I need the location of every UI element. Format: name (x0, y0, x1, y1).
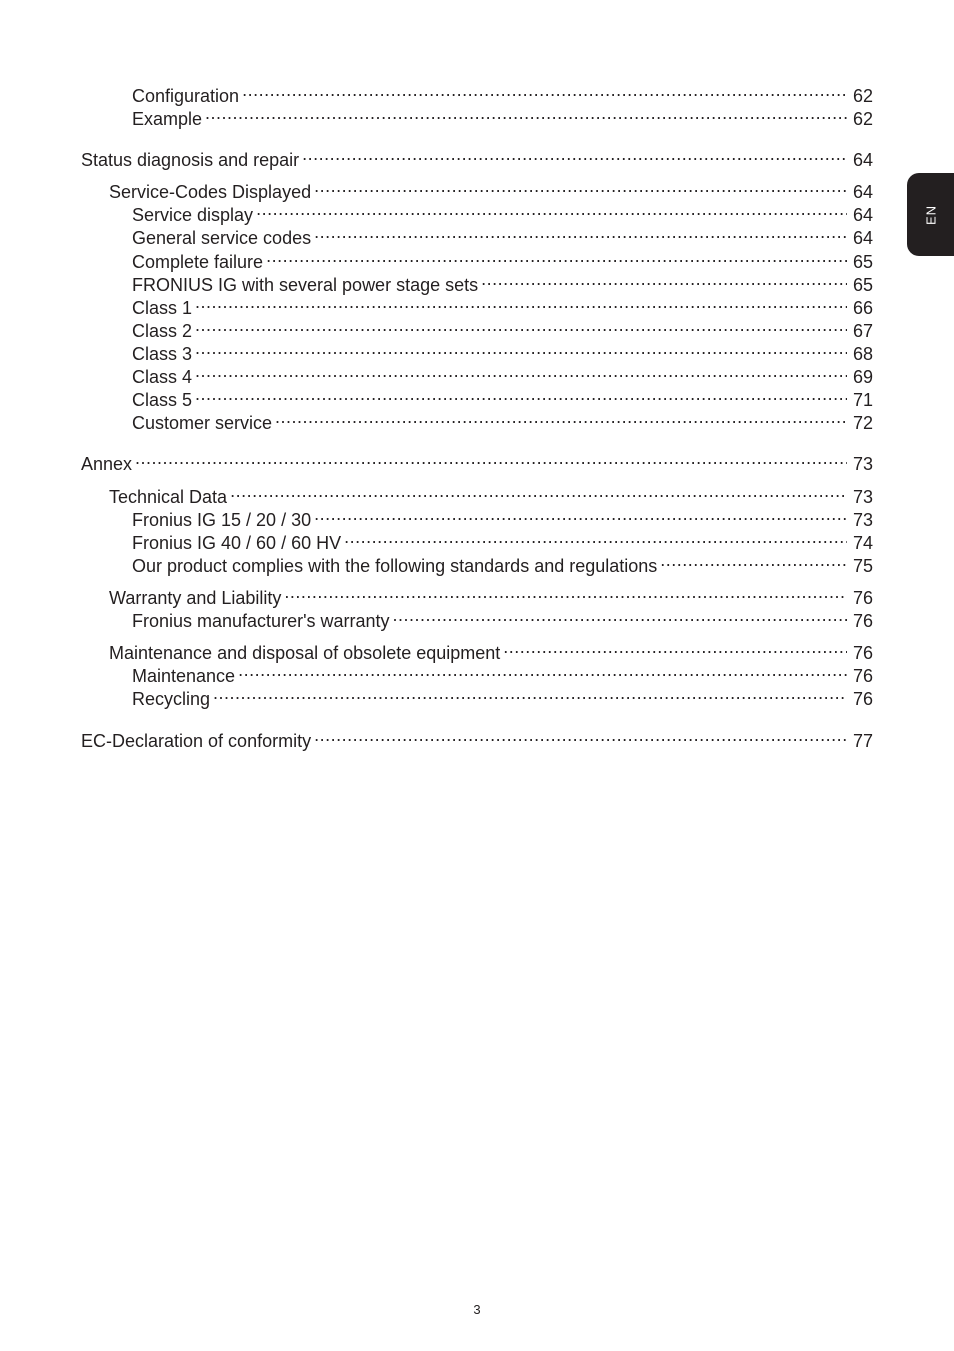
toc-dot-leader (135, 447, 847, 470)
toc-entry-recycling[interactable] (0, 682, 873, 709)
toc-entry-manufacturer-warranty[interactable] (0, 604, 873, 631)
toc-dot-leader (205, 102, 847, 125)
toc-entry-warranty-liability[interactable] (0, 581, 873, 608)
language-tab (907, 173, 954, 256)
toc-entry-ec-declaration[interactable] (0, 724, 873, 751)
toc-entry-technical-data[interactable] (0, 480, 873, 507)
toc-entry-example[interactable] (0, 102, 873, 129)
toc-entry-page: 76 (852, 643, 873, 663)
toc-entry-page: 64 (852, 182, 873, 202)
toc-entry-title: Technical Data (109, 487, 228, 507)
toc-entry-title: Status diagnosis and repair (81, 150, 300, 170)
toc-entry-title: FRONIUS IG with several power stage sets (132, 275, 479, 295)
toc-entry-title: Recycling (132, 689, 211, 709)
toc-dot-leader (230, 480, 847, 503)
toc-entry-power-stage-sets[interactable] (0, 268, 873, 295)
toc-entry-class-5[interactable] (0, 383, 873, 410)
toc-entry-annex[interactable] (0, 447, 873, 474)
toc-entry-page: 67 (852, 321, 873, 341)
toc-dot-leader (314, 503, 847, 526)
toc-entry-page: 75 (852, 556, 873, 576)
toc-entry-title: Annex (81, 454, 133, 474)
toc-entry-maintenance[interactable] (0, 659, 873, 686)
toc-dot-leader (256, 198, 847, 221)
toc-entry-page: 64 (852, 150, 873, 170)
toc-entry-status-diagnosis[interactable] (0, 143, 873, 170)
toc-entry-page: 73 (852, 487, 873, 507)
toc-entry-page: 76 (852, 611, 873, 631)
toc-entry-title: Fronius IG 40 / 60 / 60 HV (132, 533, 342, 553)
toc-dot-leader (213, 682, 847, 705)
toc-entry-fronius-ig-15-20-30[interactable] (0, 503, 873, 530)
toc-entry-title: Service-Codes Displayed (109, 182, 312, 202)
toc-entry-title: Customer service (132, 413, 273, 433)
toc-entry-complete-failure[interactable] (0, 245, 873, 272)
toc-entry-title: Class 5 (132, 390, 193, 410)
toc-dot-leader (503, 636, 847, 659)
toc-entry-maintenance-disposal[interactable] (0, 636, 873, 663)
toc-entry-title: Maintenance (132, 666, 236, 686)
toc-entry-title: Fronius IG 15 / 20 / 30 (132, 510, 312, 530)
toc-dot-leader (242, 79, 847, 102)
toc-entry-title: Class 1 (132, 298, 193, 318)
toc-entry-page: 65 (852, 252, 873, 272)
toc-dot-leader (393, 604, 847, 627)
toc-dot-leader (266, 245, 847, 268)
toc-entry-page: 68 (852, 344, 873, 364)
toc-entry-fronius-ig-40-60-60hv[interactable] (0, 526, 873, 553)
toc-entry-page: 72 (852, 413, 873, 433)
language-tab-label: EN (923, 204, 938, 225)
toc-entry-page: 73 (852, 510, 873, 530)
toc-entry-page: 76 (852, 666, 873, 686)
toc-entry-service-codes[interactable] (0, 175, 873, 202)
toc-entry-title: Class 4 (132, 367, 193, 387)
toc-entry-title: Maintenance and disposal of obsolete equipment (109, 643, 501, 663)
toc-entry-page: 62 (852, 86, 873, 106)
toc-entry-title: Configuration (132, 86, 240, 106)
toc-entry-page: 64 (852, 205, 873, 225)
toc-entry-title: EC-Declaration of conformity (81, 731, 312, 751)
toc-dot-leader (195, 383, 847, 406)
toc-entry-title: General service codes (132, 228, 312, 248)
toc-entry-title: Class 3 (132, 344, 193, 364)
toc-entry-class-3[interactable] (0, 337, 873, 364)
toc-entry-page: 69 (852, 367, 873, 387)
toc-entry-page: 74 (852, 533, 873, 553)
toc-entry-general-service-codes[interactable] (0, 221, 873, 248)
toc-entry-class-1[interactable] (0, 291, 873, 318)
toc-dot-leader (302, 143, 847, 166)
toc-dot-leader (195, 291, 847, 314)
toc-entry-page: 73 (852, 454, 873, 474)
toc-entry-title: Fronius manufacturer's warranty (132, 611, 390, 631)
toc-entry-title: Service display (132, 205, 254, 225)
toc-dot-leader (238, 659, 847, 682)
page-number: 3 (473, 1302, 481, 1317)
toc-entry-page: 71 (852, 390, 873, 410)
toc-entry-title: Example (132, 109, 203, 129)
toc-entry-title: Warranty and Liability (109, 588, 282, 608)
toc-dot-leader (275, 406, 847, 429)
toc-entry-configuration[interactable] (0, 79, 873, 106)
toc-entry-standards-regulations[interactable] (0, 549, 873, 576)
toc-entry-service-display[interactable] (0, 198, 873, 225)
toc-dot-leader (314, 175, 847, 198)
toc-dot-leader (314, 221, 847, 244)
toc-dot-leader (660, 549, 847, 572)
toc-dot-leader (344, 526, 847, 549)
toc-dot-leader (195, 360, 847, 383)
toc-dot-leader (195, 314, 847, 337)
toc-entry-page: 65 (852, 275, 873, 295)
toc-entry-page: 64 (852, 228, 873, 248)
toc-entry-page: 76 (852, 588, 873, 608)
toc-dot-leader (284, 581, 847, 604)
toc-dot-leader (314, 724, 847, 747)
toc-entry-title: Class 2 (132, 321, 193, 341)
toc-entry-page: 77 (852, 731, 873, 751)
toc-entry-class-4[interactable] (0, 360, 873, 387)
toc-entry-title: Our product complies with the following standards and regulations (132, 556, 658, 576)
toc-entry-title: Complete failure (132, 252, 264, 272)
toc-entry-class-2[interactable] (0, 314, 873, 341)
toc-dot-leader (195, 337, 847, 360)
toc-entry-page: 62 (852, 109, 873, 129)
toc-entry-page: 76 (852, 689, 873, 709)
toc-entry-customer-service[interactable] (0, 406, 873, 433)
toc-entry-page: 66 (852, 298, 873, 318)
toc-dot-leader (481, 268, 847, 291)
